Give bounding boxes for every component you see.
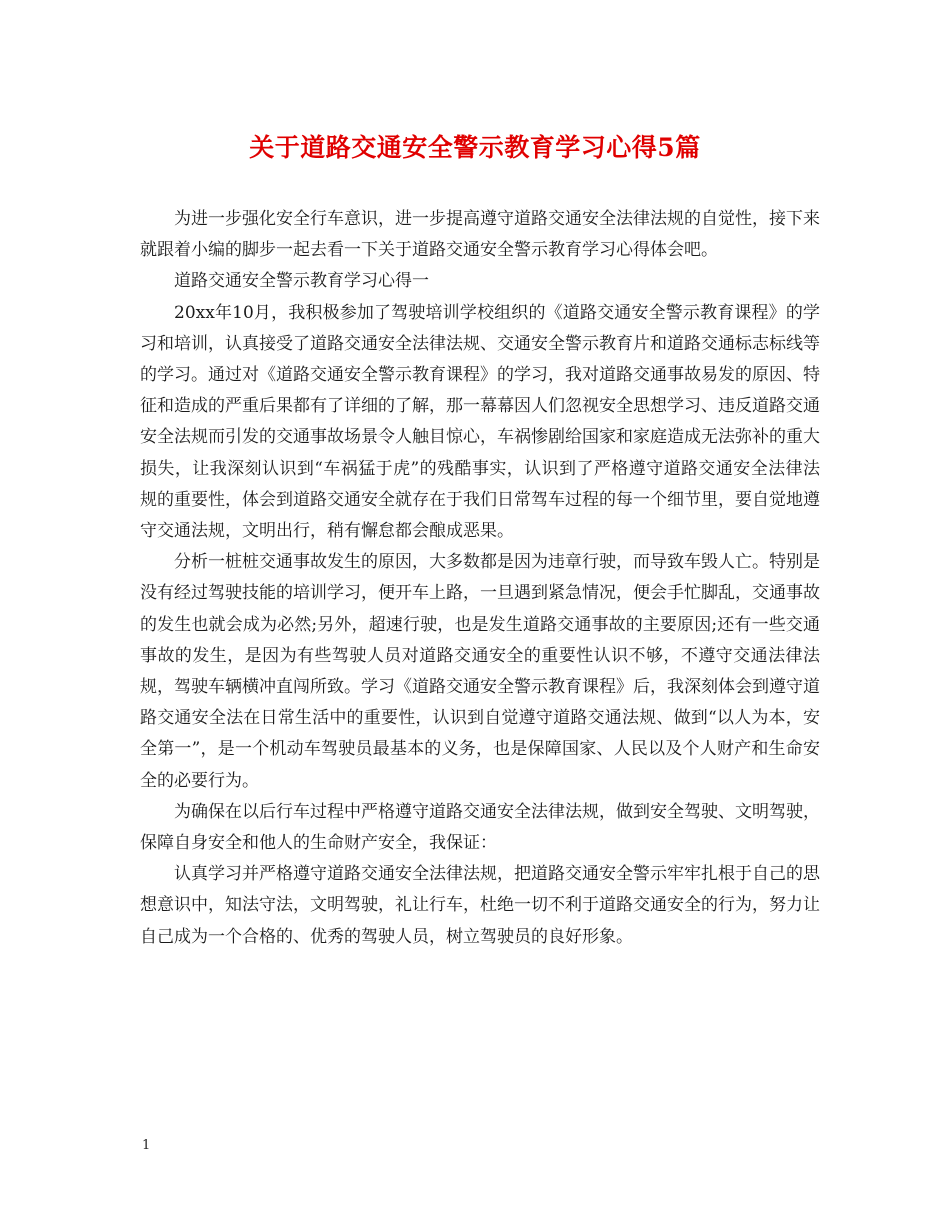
paragraph-training: 20xx年10月，我积极参加了驾驶培训学校组织的《道路交通安全警示教育课程》的学习和培训，认真接受了道路交通安全法律法规、交通安全警示教育片和道路交通标志标线等的学习。通过对《道路交通安全警示教育课程》的学习，我对道路交通事故易发的原因、特征和造成的严重后果都有了详细的了解，那一幕幕因人们忽视安全思想学习、违反道路交通安全法规而引发的交通事故场景令人触目惊心，车祸惨剧给国家和家庭造成无法弥补的重大损失，让我深刻认识到“车祸猛于虎”的残酷事实，认识到了严格遵守道路交通安全法律法规的重要性，体会到道路交通安全就存在于我们日常驾车过程的每一个细节里，要自觉地遵守交通法规，文明出行，稍有懈怠都会酿成恶果。: [140, 302, 820, 542]
paragraph-pledge-intro: 为确保在以后行车过程中严格遵守道路交通安全法律法规，做到安全驾驶、文明驾驶，保障自身安全和他人的生命财产安全，我保证：: [140, 801, 820, 854]
page-number: 1: [142, 1138, 151, 1153]
section-heading-one: 道路交通安全警示教育学习心得一: [174, 271, 429, 292]
paragraph-analysis: 分析一桩桩交通事故发生的原因，大多数都是因为违章行驶，而导致车毁人亡。特别是没有经过驾驶技能的培训学习，便开车上路，一旦遇到紧急情况，便会手忙脚乱，交通事故的发生也就会成为必然;另外，超速行驶，也是发生道路交通事故的主要原因;还有一些交通事故的发生，是因为有些驾驶人员对道路交通安全的重要性认识不够，不遵守交通法律法规，驾驶车辆横冲直闯所致。学习《道路交通安全警示教育课程》后，我深刻体会到遵守道路交通安全法在日常生活中的重要性，认识到自觉遵守道路交通法规、做到“以人为本，安全第一”，是一个机动车驾驶员最基本的义务，也是保障国家、人民以及个人财产和生命安全的必要行为。: [140, 552, 820, 791]
paragraph-intro: 为进一步强化安全行车意识，进一步提高遵守道路交通安全法律法规的自觉性，接下来就跟着小编的脚步一起去看一下关于道路交通安全警示教育学习心得体会吧。: [140, 209, 820, 261]
document-body: [140, 204, 820, 953]
paragraph-pledge: 认真学习并严格遵守道路交通安全法律法规，把道路交通安全警示牢牢扎根于自己的思想意识中，知法守法，文明驾驶，礼让行车，杜绝一切不利于道路交通安全的行为，努力让自己成为一个合格的、优秀的驾驶人员，树立驾驶员的良好形象。: [140, 864, 820, 947]
document-title: 关于道路交通安全警示教育学习心得5篇: [249, 133, 701, 162]
